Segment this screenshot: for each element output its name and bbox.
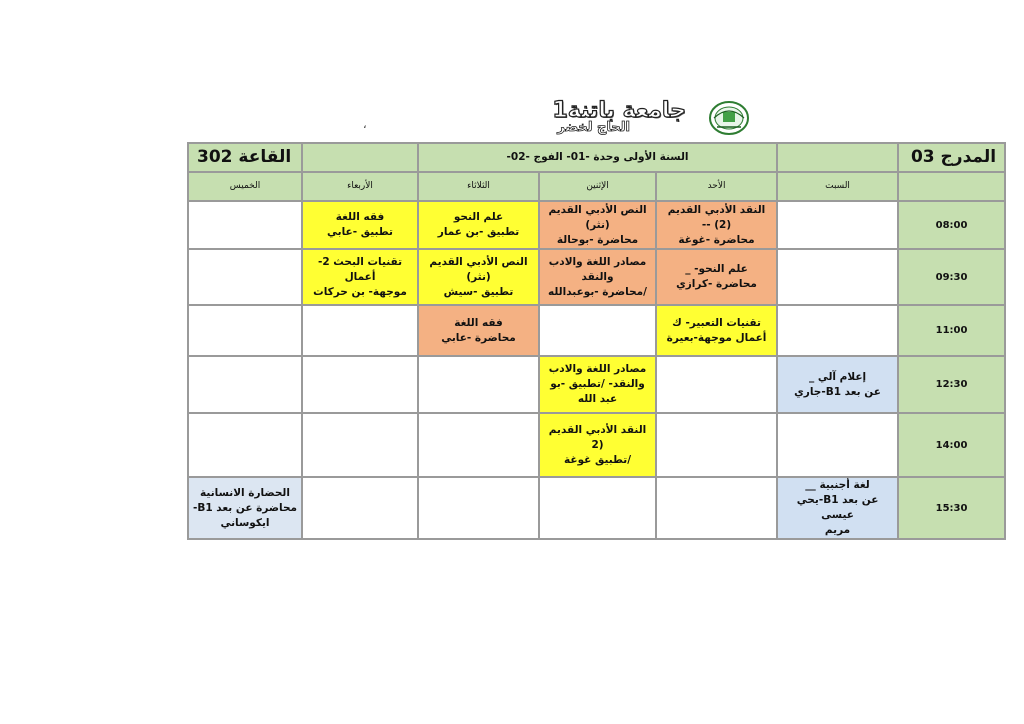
session-cell xyxy=(188,477,302,539)
session-cell xyxy=(777,305,898,356)
day-sunday: الأحد xyxy=(656,172,777,201)
session-cell xyxy=(656,413,777,477)
header-blank xyxy=(302,143,418,172)
session-cell xyxy=(302,413,418,477)
session-line: النقد الأدبي القديم (2) -- xyxy=(667,203,766,231)
session-cell xyxy=(418,477,539,539)
session-cell xyxy=(302,249,418,305)
university-logo-icon xyxy=(708,100,750,136)
hall-label: المدرج 03 xyxy=(898,143,1005,172)
day-monday: الإثنين xyxy=(539,172,656,201)
session-cell xyxy=(539,413,656,477)
session-line: فقه اللغة xyxy=(454,316,503,329)
session-line: /محاضرة -بوعبدالله xyxy=(548,285,648,298)
session-cell xyxy=(188,413,302,477)
session-line: النقد الأدبي القديم (2 xyxy=(548,423,647,451)
day-wednesday: الأربعاء xyxy=(302,172,418,201)
session-line: مصادر اللغة والادب والنقد xyxy=(548,255,647,283)
session-cell xyxy=(302,356,418,413)
session-line: إعلام آلي _ xyxy=(808,370,867,383)
session-line: تقنيات التعبير- ك xyxy=(672,316,761,329)
session-line: تطبيق -بن عمار xyxy=(437,226,520,238)
session-cell xyxy=(302,477,418,539)
session-line: محاضرة -كرازي xyxy=(676,278,757,290)
session-cell xyxy=(302,305,418,356)
day-thursday: الخميس xyxy=(188,172,302,201)
session-line: تطبيق -عابي xyxy=(327,226,393,238)
session-cell xyxy=(418,356,539,413)
session-line: والنقد- /تطبيق -بو عبد الله xyxy=(550,378,645,405)
session-line: علم النحو- _ xyxy=(685,263,748,275)
time-slot: 14:00 xyxy=(898,413,1005,477)
time-slot: 11:00 xyxy=(898,305,1005,356)
session-cell xyxy=(539,305,656,356)
session-cell xyxy=(777,413,898,477)
session-cell xyxy=(539,356,656,413)
session-cell xyxy=(188,305,302,356)
session-line: محاضرة -بوحالة xyxy=(556,233,639,246)
session-line: محاضرة عن بعد B1- xyxy=(192,501,298,514)
stray-mark: ، xyxy=(363,118,367,131)
header-blank xyxy=(777,143,898,172)
session-cell xyxy=(539,201,656,249)
day-tuesday: الثلاثاء xyxy=(418,172,539,201)
day-saturday: السبت xyxy=(777,172,898,201)
timetable-row xyxy=(188,477,1005,539)
session-cell xyxy=(777,356,898,413)
timetable-row xyxy=(188,249,1005,305)
corner-cell xyxy=(898,172,1005,201)
session-line: الحضارة الانسانية xyxy=(200,486,290,499)
session-cell xyxy=(302,201,418,249)
session-line: موجهة- بن حركات xyxy=(313,285,407,298)
university-header xyxy=(440,98,770,140)
session-cell xyxy=(777,201,898,249)
session-line: عن بعد B1-يحي عيسى xyxy=(796,494,879,521)
session-line: النص الأدبي القديم (نثر) xyxy=(429,255,528,283)
time-slot: 08:00 xyxy=(898,201,1005,249)
session-cell xyxy=(656,356,777,413)
session-line: محاضرة -عابي xyxy=(441,331,516,344)
session-line: /تطبيق غوغة xyxy=(564,453,632,466)
session-line: النص الأدبي القديم (نثر) xyxy=(548,203,647,231)
session-cell xyxy=(418,413,539,477)
session-cell xyxy=(418,305,539,356)
session-line: علم النحو xyxy=(453,211,504,223)
session-cell xyxy=(539,477,656,539)
session-cell xyxy=(188,249,302,305)
timetable-body xyxy=(188,201,1005,539)
time-slot: 15:30 xyxy=(898,477,1005,539)
session-line: فقه اللغة xyxy=(335,211,385,223)
group-info: السنة الأولى وحدة -01- الفوج -02- xyxy=(418,143,777,172)
timetable-row xyxy=(188,305,1005,356)
session-line: مريم xyxy=(824,524,851,536)
session-cell xyxy=(418,201,539,249)
session-cell xyxy=(656,249,777,305)
timetable-row xyxy=(188,356,1005,413)
session-cell xyxy=(188,201,302,249)
session-line: لغة أجنبية __ xyxy=(805,479,870,491)
session-cell xyxy=(656,201,777,249)
session-line: ايكوساني xyxy=(220,516,270,529)
session-line: مصادر اللغة والادب xyxy=(548,363,647,375)
time-slot: 09:30 xyxy=(898,249,1005,305)
session-cell xyxy=(188,356,302,413)
session-cell xyxy=(777,249,898,305)
session-cell xyxy=(656,305,777,356)
university-subtitle: الحاج لخضر xyxy=(557,120,630,135)
session-line: تطبيق -سيش xyxy=(443,285,514,298)
session-line: تقنيات البحث 2- أعمال xyxy=(317,255,403,283)
time-slot: 12:30 xyxy=(898,356,1005,413)
timetable xyxy=(187,142,1006,540)
session-cell xyxy=(539,249,656,305)
university-name: جامعة باتنة1 xyxy=(552,98,686,123)
timetable-row xyxy=(188,413,1005,477)
session-line: عن بعد B1-جاري xyxy=(794,385,881,398)
session-cell xyxy=(418,249,539,305)
session-line: أعمال موجهة-بعيرة xyxy=(666,331,767,344)
timetable-row xyxy=(188,201,1005,249)
session-cell xyxy=(777,477,898,539)
room-label: القاعة 302 xyxy=(188,143,302,172)
session-cell xyxy=(656,477,777,539)
session-line: محاضرة -غوغة xyxy=(678,233,755,246)
